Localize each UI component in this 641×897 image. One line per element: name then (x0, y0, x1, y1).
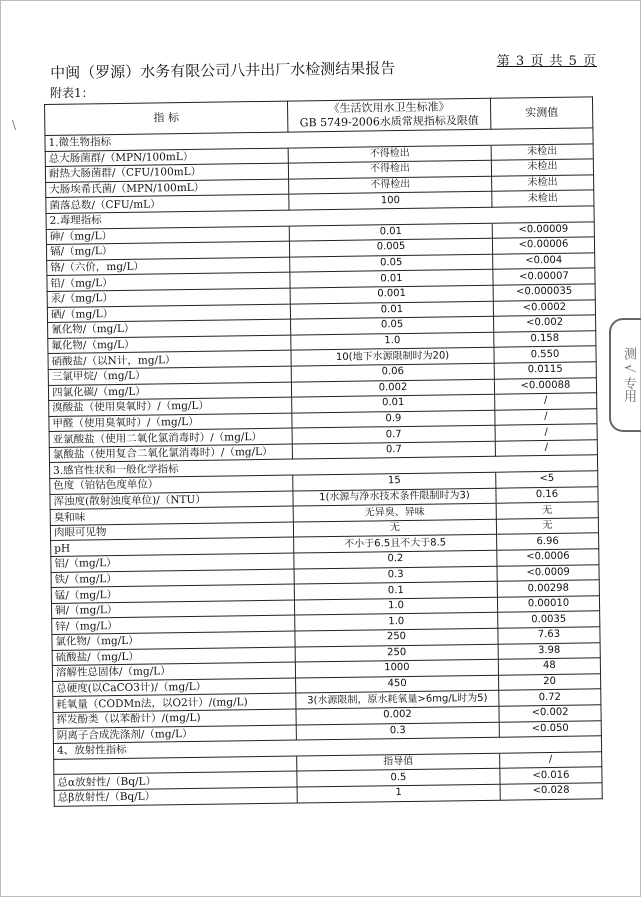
standard-limit: 0.001 (290, 285, 493, 303)
official-stamp: 测 √ 专用 (609, 318, 641, 432)
indicator-name: 氯化物/（mg/L） (52, 631, 295, 650)
appendix-label: 附表1： (50, 86, 94, 100)
indicator-name: 溴酸盐（使用臭氧时）/（mg/L） (49, 397, 292, 416)
page-number: 第 3 页 共 5 页 (496, 54, 597, 69)
measured-value: <0.00006 (492, 237, 594, 254)
indicator-name: 硝酸盐/（以N计，mg/L） (48, 350, 291, 369)
indicator-name: 汞/（mg/L） (47, 288, 290, 307)
standard-limit: 0.01 (292, 394, 495, 412)
indicator-name: 亚氯酸盐（使用二氧化氯消毒时）/（mg/L） (49, 428, 292, 447)
standard-limit: 0.05 (291, 316, 494, 334)
measured-value: <0.00088 (494, 377, 596, 394)
standard-limit: 0.7 (292, 441, 495, 459)
indicator-name: 溶解性总固体/（mg/L） (52, 662, 295, 681)
header-standard (287, 98, 490, 132)
indicator-name: 总硬度(以CaCO3计)/（mg/L） (53, 678, 296, 697)
category-label: 4、放射性指标 (53, 737, 499, 759)
measured-value: 3.98 (498, 642, 600, 659)
measured-value: 7.63 (498, 627, 600, 644)
category-filler (495, 455, 597, 472)
indicator-name: 铜/（mg/L） (51, 600, 294, 619)
measured-value: 6.96 (497, 533, 599, 550)
indicator-name: 镉/（mg/L） (46, 241, 289, 260)
indicator-name: 甲醛（使用臭氧时）/（mg/L） (49, 413, 292, 432)
indicator-name: 大肠埃希氏菌/（MPN/100mL） (46, 179, 289, 198)
measured-value: <0.002 (494, 315, 596, 332)
measured-value: / (495, 408, 597, 425)
standard-limit: 1(水源与净水技术条件限制时为3) (293, 488, 496, 506)
standard-limit: 0.9 (292, 410, 495, 428)
measured-value: <0.0002 (493, 299, 595, 316)
measured-value: / (500, 752, 602, 769)
indicator-name: pH (51, 537, 294, 556)
measured-value: / (495, 393, 597, 410)
measured-value: 无 (496, 518, 598, 535)
standard-limit: 不得检出 (288, 160, 491, 178)
standard-limit: 不得检出 (288, 145, 491, 163)
measured-value: <0.004 (493, 253, 595, 270)
standard-limit: 0.05 (290, 254, 493, 272)
category-filler (491, 128, 593, 145)
indicator-name: 总α放射性/（Bq/L） (54, 771, 297, 790)
indicator-name: 挥发酚类（以苯酚计）/(mg/L) (53, 709, 296, 728)
category-label: 3.感官性状和一般化学指标 (50, 457, 496, 479)
header-measured: 实测值 (490, 97, 592, 129)
standard-limit: 无 (293, 519, 496, 537)
indicator-name: 铁/（mg/L） (51, 569, 294, 588)
standard-limit: 无异臭、异味 (293, 503, 496, 521)
standard-limit: 250 (295, 628, 498, 646)
measured-value: 0.72 (499, 689, 601, 706)
standard-limit: 0.3 (296, 722, 499, 740)
standard-limit: 0.005 (289, 238, 492, 256)
indicator-name: 菌落总数/（CFU/mL） (46, 194, 289, 213)
standard-limit: 1 (297, 784, 500, 802)
category-label: 2.毒理指标 (46, 207, 492, 229)
header-standard-line2: GB 5749-2006水质常规指标及限值 (299, 113, 479, 130)
standard-limit: 1.0 (294, 597, 497, 615)
measured-value: <0.000035 (493, 284, 595, 301)
standard-limit: 0.06 (291, 363, 494, 381)
table-body (45, 128, 602, 806)
measured-value: 未检出 (492, 190, 594, 207)
measured-value: 20 (499, 674, 601, 691)
results-sheet (44, 96, 602, 806)
measured-value: <5 (496, 471, 598, 488)
measured-value: <0.028 (500, 783, 602, 800)
indicator-name: 氯酸盐（使用复合二氧化氯消毒时）/（mg/L） (49, 444, 292, 463)
measured-value: 0.0035 (498, 611, 600, 628)
indicator-name: 肉眼可见物 (50, 522, 293, 541)
standard-limit: 0.01 (290, 301, 493, 319)
standard-limit: 0.002 (291, 379, 494, 397)
standard-limit: 0.1 (294, 581, 497, 599)
standard-limit: 不小于6.5且不大于8.5 (294, 535, 497, 553)
indicator-name: 耗氧量（CODMn法，以O2计）/(mg/L) (53, 693, 296, 712)
indicator-name: 三氯甲烷/（mg/L） (48, 366, 291, 385)
measured-value: 0.16 (496, 486, 598, 503)
measured-value: 未检出 (491, 159, 593, 176)
header-standard-line1: 《生活饮用水卫生标准》 (328, 100, 450, 116)
indicator-name: 铝/（mg/L） (51, 553, 294, 572)
measured-value: <0.0009 (497, 564, 599, 581)
measured-value: 0.00010 (497, 596, 599, 613)
indicator-name: 硫酸盐/（mg/L） (52, 647, 295, 666)
standard-limit: 450 (296, 675, 499, 693)
category-filler (499, 736, 601, 753)
indicator-name: 砷/（mg/L） (46, 226, 289, 245)
standard-limit: 1.0 (291, 332, 494, 350)
indicator-name: 浑浊度(散射浊度单位)/（NTU） (50, 491, 293, 510)
measured-value: <0.002 (499, 705, 601, 722)
measured-value: <0.00009 (492, 221, 594, 238)
indicator-name: 铬/（六价，mg/L） (47, 257, 290, 276)
measured-value: / (495, 440, 597, 457)
indicator-name: 硒/（mg/L） (47, 304, 290, 323)
standard-limit: 0.01 (290, 270, 493, 288)
standard-limit: 100 (289, 192, 492, 210)
standard-limit: 0.3 (294, 566, 497, 584)
standard-limit: 1000 (295, 659, 498, 677)
category-label: 1.微生物指标 (45, 129, 491, 151)
measured-value: 0.550 (494, 346, 596, 363)
standard-limit: 0.002 (296, 706, 499, 724)
measured-value: <0.016 (500, 767, 602, 784)
indicator-name: 铅/（mg/L） (47, 272, 290, 291)
measured-value: 0.158 (494, 331, 596, 348)
measured-value: <0.050 (499, 720, 601, 737)
indicator-name: 臭和味 (50, 506, 293, 525)
indicator-name: 总β放射性/（Bq/L） (54, 787, 297, 806)
standard-limit: 3(水源限制，原水耗氧量>6mg/L时为5) (296, 691, 499, 709)
indicator-name: 氰化物/（mg/L） (48, 319, 291, 338)
standard-limit: 不得检出 (289, 176, 492, 194)
indicator-name: 总大肠菌群/（MPN/100mL） (45, 148, 288, 167)
measured-value: 未检出 (491, 143, 593, 160)
indicator-name: 锌/（mg/L） (52, 615, 295, 634)
measured-value: 48 (498, 658, 600, 675)
standard-limit: 0.01 (289, 223, 492, 241)
measured-value: / (495, 424, 597, 441)
header-indicator: 指 标 (45, 101, 288, 135)
standard-limit: 10(地下水源限制时为20) (291, 348, 494, 366)
indicator-name: 氟化物/（mg/L） (48, 335, 291, 354)
standard-limit: 指导值 (297, 753, 500, 771)
indicator-name: 阴离子合成洗涤剂/（mg/L） (53, 725, 296, 744)
standard-limit: 1.0 (295, 613, 498, 631)
standard-limit: 250 (295, 644, 498, 662)
measured-value: 未检出 (492, 175, 594, 192)
results-table (44, 96, 603, 806)
indicator-name: 四氯化碳/（mg/L） (48, 382, 291, 401)
measured-value: 0.0115 (494, 362, 596, 379)
standard-limit: 0.7 (292, 426, 495, 444)
indicator-name: 锰/（mg/L） (51, 584, 294, 603)
measured-value: 无 (496, 502, 598, 519)
margin-mark: \ (12, 118, 17, 132)
measured-value: <0.00007 (493, 268, 595, 285)
standard-limit: 15 (293, 472, 496, 490)
standard-limit: 0.2 (294, 550, 497, 568)
measured-value: <0.0006 (497, 549, 599, 566)
measured-value: 0.00298 (497, 580, 599, 597)
standard-limit: 0.5 (297, 769, 500, 787)
report-title: 中闽（罗源）水务有限公司八井出厂水检测结果报告 (50, 59, 396, 82)
indicator-name: 色度（铂钴色度单位） (50, 475, 293, 494)
category-filler (492, 206, 594, 223)
indicator-name: 耐热大肠菌群/（CFU/100mL） (45, 163, 288, 182)
